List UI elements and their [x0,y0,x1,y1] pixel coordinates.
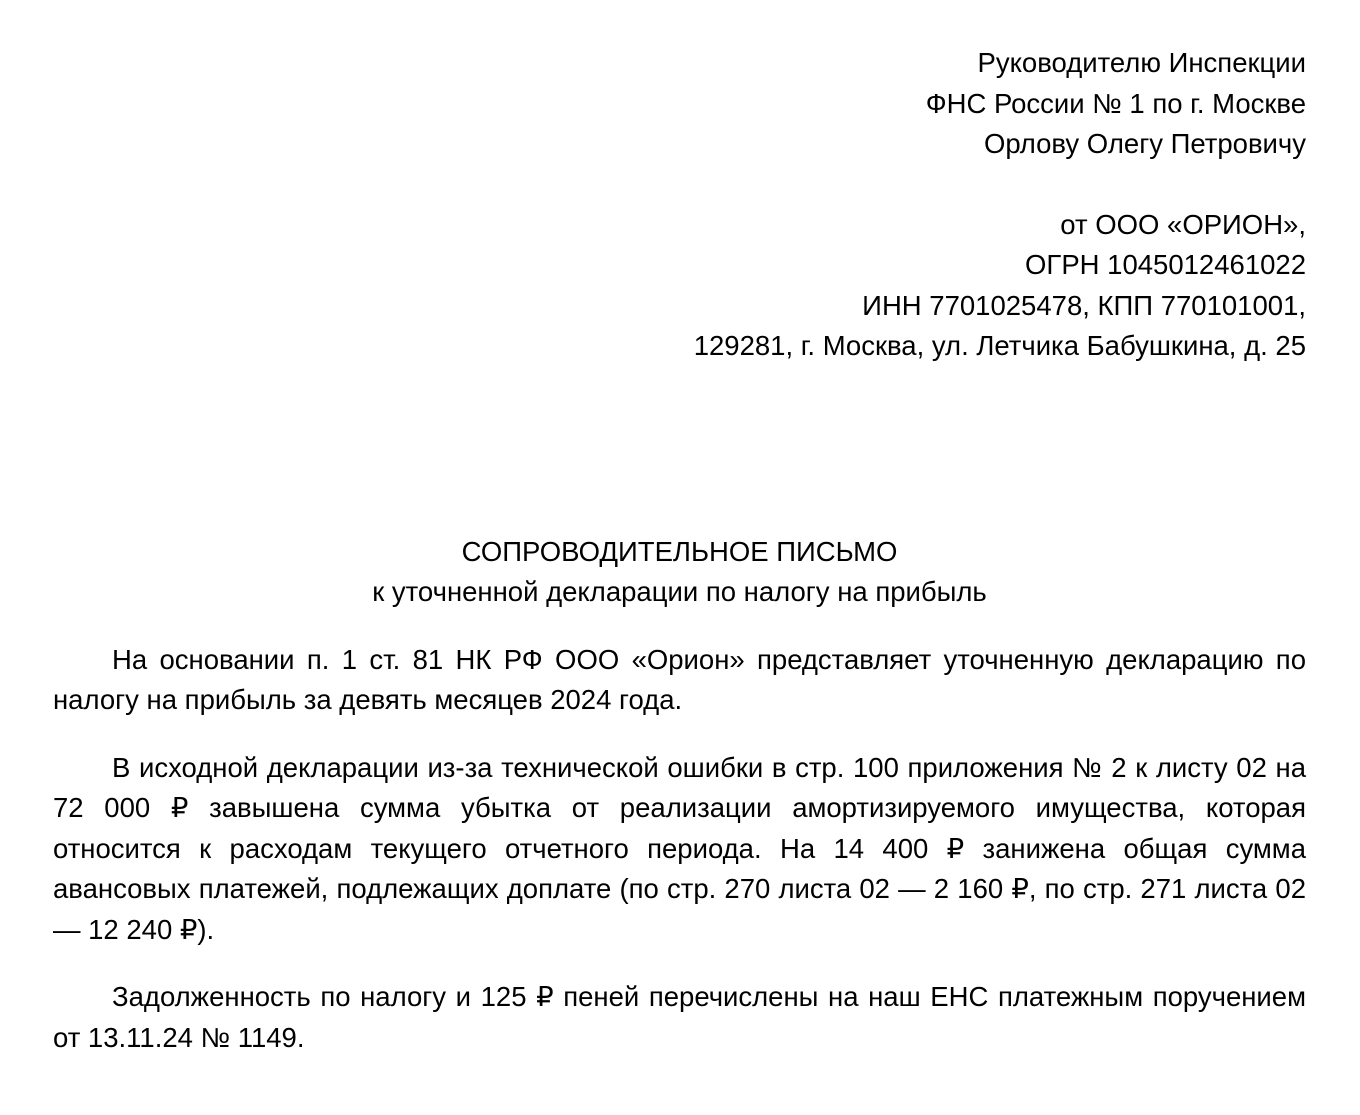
sender-address: 129281, г. Москва, ул. Летчика Бабушкина, д. 25 [693,330,1306,361]
addressee-position: Руководителю Инспекции [977,47,1306,78]
addressee-name: Орлову Олегу Петровичу [983,128,1306,159]
sender-company: от ООО «ОРИОН», [1060,208,1306,240]
cover-letter-document [53,43,1306,1085]
addressee-block [53,43,1306,165]
body-paragraph-basis: На основании п. 1 ст. 81 НК РФ ООО «Орион» представляет уточненную декларацию по налогу на прибыль за девять месяцев 2024 года. [53,643,1306,715]
body-paragraph-error-details: В исходной декларации из-за технической ошибки в стр. 100 приложения № 2 к листу 02 на 72 000 ₽ завышена сумма убытка от реализации амортизируемого имущества, которая относится к расходам текущего отчетного периода. На 14 400 ₽ занижена общая сумма авансовых платежей, подлежащих доплате (по стр. 270 листа 02 — 2 160 ₽, по стр. 271 листа 02 — 12 240 ₽). [53,751,1306,945]
body-paragraph-payment: Задолженность по налогу и 125 ₽ пеней перечислены на наш ЕНС платежным поручением от 13.11.24 № 1149. [53,981,1306,1053]
document-subtitle: к уточненной декларации по налогу на прибыль [372,576,987,607]
sender-inn-kpp: ИНН 7701025478, КПП 770101001, [862,289,1306,321]
document-title: СОПРОВОДИТЕЛЬНОЕ ПИСЬМО [461,535,898,567]
document-title-block [53,532,1306,613]
addressee-organization: ФНС России № 1 по г. Москве [925,87,1306,119]
sender-ogrn: ОГРН 1045012461022 [1025,249,1306,280]
sender-block [53,205,1306,367]
letter-body [53,640,1306,1059]
